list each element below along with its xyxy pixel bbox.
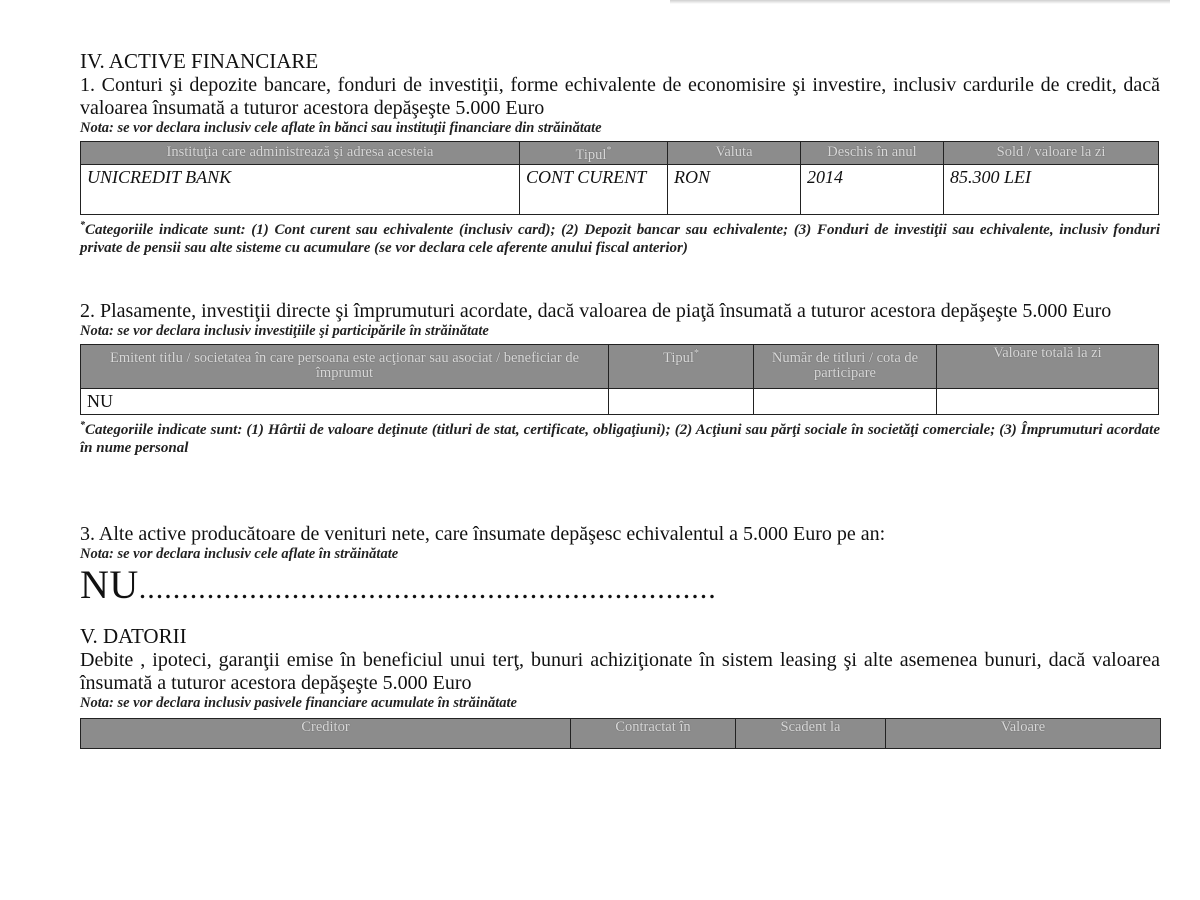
col-header: Număr de titluri / cota de participare	[754, 344, 937, 388]
col-header: Emitent titlu / societatea în care persoana este acţionar sau asociat / beneficiar de împrumut	[81, 344, 609, 388]
col-header: Contractat în	[571, 718, 736, 748]
item2-heading: 2. Plasamente, investiţii directe şi împrumuturi acordate, dacă valoarea de piaţă însumată a tuturor acestora depăşeşte 5.000 Euro	[80, 299, 1112, 322]
col-header: Tipul*	[520, 142, 668, 165]
table-cell	[609, 388, 754, 414]
table-cell: NU	[81, 388, 609, 414]
item1-categories: *Categoriile indicate sunt: (1) Cont curent sau echivalente (inclusiv card); (2) Depozit bancar sau echivalente; (3) Fonduri de investiţii sau echivalente, inclusiv fonduri private de pensii sau alte sisteme cu acumulare (se vor declara cele aferente anului fiscal anterior)	[80, 219, 1160, 256]
bank-accounts-table	[80, 141, 1159, 215]
item3-answer: NU....................................................................	[80, 561, 717, 607]
table-cell	[937, 388, 1159, 414]
table-cell: UNICREDIT BANK	[81, 164, 520, 214]
col-header: Tipul*	[609, 344, 754, 388]
col-header: Scadent la	[736, 718, 886, 748]
table-cell: 85.300 LEI	[944, 164, 1159, 214]
table-header-row	[81, 718, 1161, 748]
col-header: Deschis în anul	[801, 142, 944, 165]
debts-note: Nota: se vor declara inclusiv pasivele financiare acumulate în străinătate	[80, 694, 517, 711]
section-title-debts: V. DATORII	[80, 623, 187, 648]
table-row	[81, 388, 1159, 414]
col-header: Valoare totală la zi	[937, 344, 1159, 388]
debts-text: Debite , ipoteci, garanţii emise în beneficiul unui terţ, bunuri achiziţionate în sistem leasing şi alte asemenea bunuri, dacă valoarea însumată a tuturor acestora depăşeşte 5.000 Euro	[80, 648, 1160, 694]
table-cell: 2014	[801, 164, 944, 214]
col-header: Sold / valoare la zi	[944, 142, 1159, 165]
col-header: Valoare	[886, 718, 1161, 748]
scan-edge	[670, 0, 1170, 4]
table-cell: CONT CURENT	[520, 164, 668, 214]
table-header-row	[81, 142, 1159, 165]
col-header: Valuta	[668, 142, 801, 165]
col-header: Creditor	[81, 718, 571, 748]
item3-note: Nota: se vor declara inclusiv cele aflate în străinătate	[80, 545, 399, 562]
item1-note: Nota: se vor declara inclusiv cele aflate în bănci sau instituţii financiare din străinătate	[80, 120, 602, 136]
section-title-assets: IV. ACTIVE FINANCIARE	[80, 49, 319, 73]
declaration-page	[80, 48, 1160, 749]
table-cell	[754, 388, 937, 414]
investments-table	[80, 344, 1159, 415]
debts-table	[80, 718, 1161, 749]
item2-note: Nota: se vor declara inclusiv investiţiile şi participările în străinătate	[80, 322, 489, 339]
table-row	[81, 164, 1159, 214]
item2-categories: *Categoriile indicate sunt: (1) Hârtii de valoare deţinute (titluri de stat, certificate, obligaţiuni); (2) Acţiuni sau părţi sociale în societăţi comerciale; (3) Împrumuturi acordate în nume personal	[80, 419, 1160, 456]
table-header-row	[81, 344, 1159, 388]
col-header: Instituţia care administrează şi adresa acesteia	[81, 142, 520, 165]
table-cell: RON	[668, 164, 801, 214]
item3-heading: 3. Alte active producătoare de venituri nete, care însumate depăşesc echivalentul a 5.000 Euro pe an:	[80, 522, 886, 545]
item1-heading: 1. Conturi şi depozite bancare, fonduri de investiţii, forme echivalente de economisire şi investire, inclusiv cardurile de credit, dacă valoarea însumată a tuturor acestora depăşeşte 5.000 Euro	[80, 74, 1160, 119]
